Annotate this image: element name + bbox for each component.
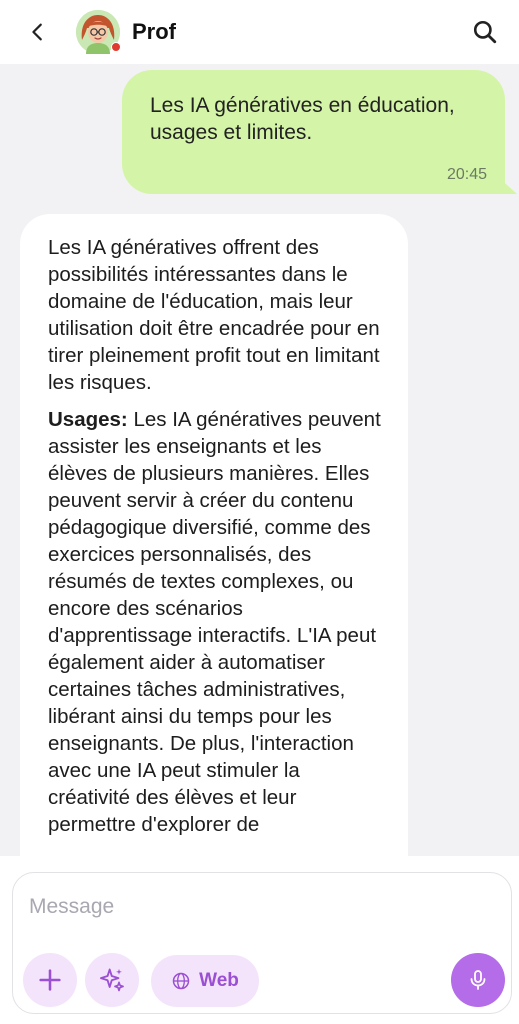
- outgoing-message[interactable]: [122, 70, 505, 194]
- message-paragraph: Les IA génératives offrent des possibilités intéressantes dans le domaine de l'éducation, mais leur utilisation doit être encadrée pour en tirer pleinement profit tout en limitant les risques.: [48, 236, 380, 394]
- sparkles-icon: [98, 966, 126, 994]
- plus-icon: [36, 966, 64, 994]
- ai-sparkle-button[interactable]: [85, 953, 139, 1007]
- globe-icon: [171, 971, 191, 991]
- search-icon: [472, 19, 498, 45]
- web-label: Web: [199, 970, 239, 991]
- message-composer: [12, 872, 512, 1014]
- chevron-left-icon: [27, 21, 49, 43]
- section-text: Les IA génératives peuvent assister les enseignants et les élèves de plusieurs manières. Elles peuvent servir à créer du contenu pédagogique diversifié, comme des exercices personnalisés, des résumés de textes complexes, ou encore des scénarios d'apprentissage interactifs. L'IA peut également aider à automatiser certaines tâches administratives, libérant ainsi du temps pour les enseignants. De plus, l'interaction avec une IA peut stimuler la créativité des élèves et leur permettre d'explorer de: [48, 408, 381, 836]
- search-button[interactable]: [469, 16, 501, 48]
- chat-header: [0, 0, 519, 64]
- message-paragraph: [48, 406, 386, 838]
- message-time: 20:45: [446, 166, 487, 183]
- message-input[interactable]: [29, 891, 489, 923]
- web-search-toggle[interactable]: [151, 955, 259, 1007]
- microphone-icon: [466, 968, 490, 992]
- message-text: Les IA génératives en éducation, usages et limites.: [150, 94, 455, 144]
- add-attachment-button[interactable]: [23, 953, 77, 1007]
- bubble-tail: [497, 176, 517, 194]
- online-status-dot: [111, 42, 121, 52]
- chat-messages[interactable]: [0, 64, 519, 856]
- voice-input-button[interactable]: [451, 953, 505, 1007]
- incoming-message[interactable]: [20, 214, 408, 856]
- avatar[interactable]: [76, 10, 120, 54]
- contact-name: Prof: [132, 19, 176, 44]
- back-button[interactable]: [10, 0, 66, 64]
- section-label: Usages:: [48, 408, 128, 431]
